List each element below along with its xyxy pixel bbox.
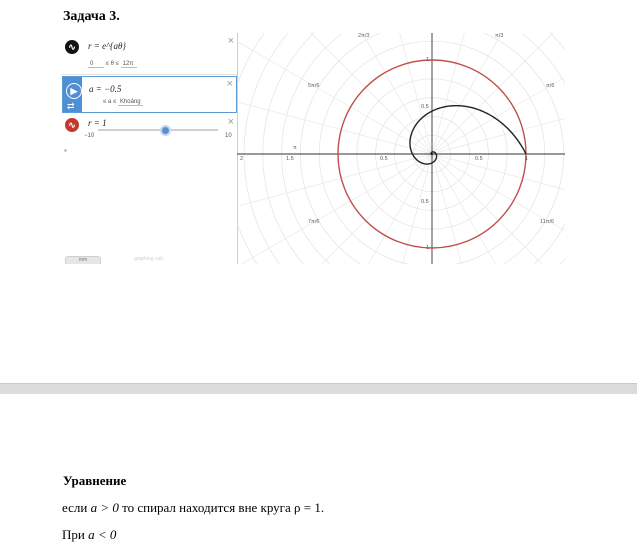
y-tick-label: 0.5 <box>421 104 429 110</box>
y-tick-label: 0.5 <box>421 199 429 205</box>
x-tick-label: 0.5 <box>380 156 388 162</box>
expression-item-a[interactable] <box>62 76 237 113</box>
angle-label: 5π/6 <box>308 83 320 89</box>
expression-item-circle[interactable] <box>62 115 237 147</box>
equation-heading: Уравнение <box>63 473 127 488</box>
graph-screenshot <box>62 33 565 264</box>
grid-ray <box>237 33 432 154</box>
powered-by: graphing calc <box>134 256 164 262</box>
angle-label: π <box>293 145 297 151</box>
task-title: Задача 3. <box>63 9 120 24</box>
graph-curve-icon[interactable]: ∿ <box>65 40 79 54</box>
close-icon[interactable]: × <box>227 35 234 47</box>
close-icon[interactable]: × <box>227 116 234 128</box>
x-tick-label: 1 <box>525 156 529 162</box>
expression-item-spiral[interactable] <box>62 33 237 75</box>
expression-formula[interactable]: a = −0.5 <box>89 84 122 94</box>
x-tick-label: 1.5 <box>286 156 294 162</box>
grid-ray <box>432 33 562 154</box>
add-expression-marker[interactable]: ▪ <box>64 146 67 155</box>
graph-curve-icon[interactable]: ∿ <box>65 118 79 132</box>
expression-formula[interactable]: r = e^{aθ} <box>88 41 126 51</box>
grid-ray <box>432 154 562 264</box>
angle-label: 2π/3 <box>358 33 370 39</box>
angle-labels <box>293 33 554 225</box>
angle-label: 11π/6 <box>540 219 555 225</box>
play-icon[interactable]: ▶ <box>66 83 82 99</box>
close-icon[interactable]: × <box>226 78 233 90</box>
y-tick-label: 1 <box>426 57 430 63</box>
slider-handle[interactable] <box>160 125 171 136</box>
parameter-slider[interactable] <box>98 129 218 131</box>
angle-label: π/6 <box>546 83 555 89</box>
polar-graph[interactable] <box>237 33 565 264</box>
y-tick-label: 1 <box>426 245 430 251</box>
polar-grid <box>237 33 565 264</box>
angle-label: π/3 <box>495 33 504 39</box>
expression-range[interactable]: ≤ a ≤ Khoảng <box>103 99 141 105</box>
grid-ray <box>302 154 432 264</box>
grid-ray <box>237 154 432 264</box>
slider-max: 10 <box>225 133 232 139</box>
condition-text: если a > 0 то спирал находится вне круга ρ = 1. <box>62 500 325 515</box>
section-separator <box>0 383 637 394</box>
grid-ray <box>432 154 565 264</box>
condition-text: При a < 0 <box>62 527 117 542</box>
x-tick-label: 0.5 <box>475 156 483 162</box>
loop-icon[interactable]: ⇄ <box>67 101 75 111</box>
slider-min: −10 <box>84 133 95 139</box>
expression-list <box>62 33 238 264</box>
grid-ray <box>302 33 432 154</box>
x-tick-label: 2 <box>240 156 244 162</box>
expression-range[interactable]: 0 ≤ θ ≤ 12π <box>88 61 137 68</box>
expression-formula[interactable]: r = 1 <box>88 118 107 128</box>
x-tick-labels <box>240 156 528 162</box>
bottom-tab[interactable]: mm <box>65 256 101 264</box>
angle-label: 7π/6 <box>308 219 320 225</box>
grid-ray <box>432 154 565 221</box>
grid-ray <box>432 154 565 264</box>
